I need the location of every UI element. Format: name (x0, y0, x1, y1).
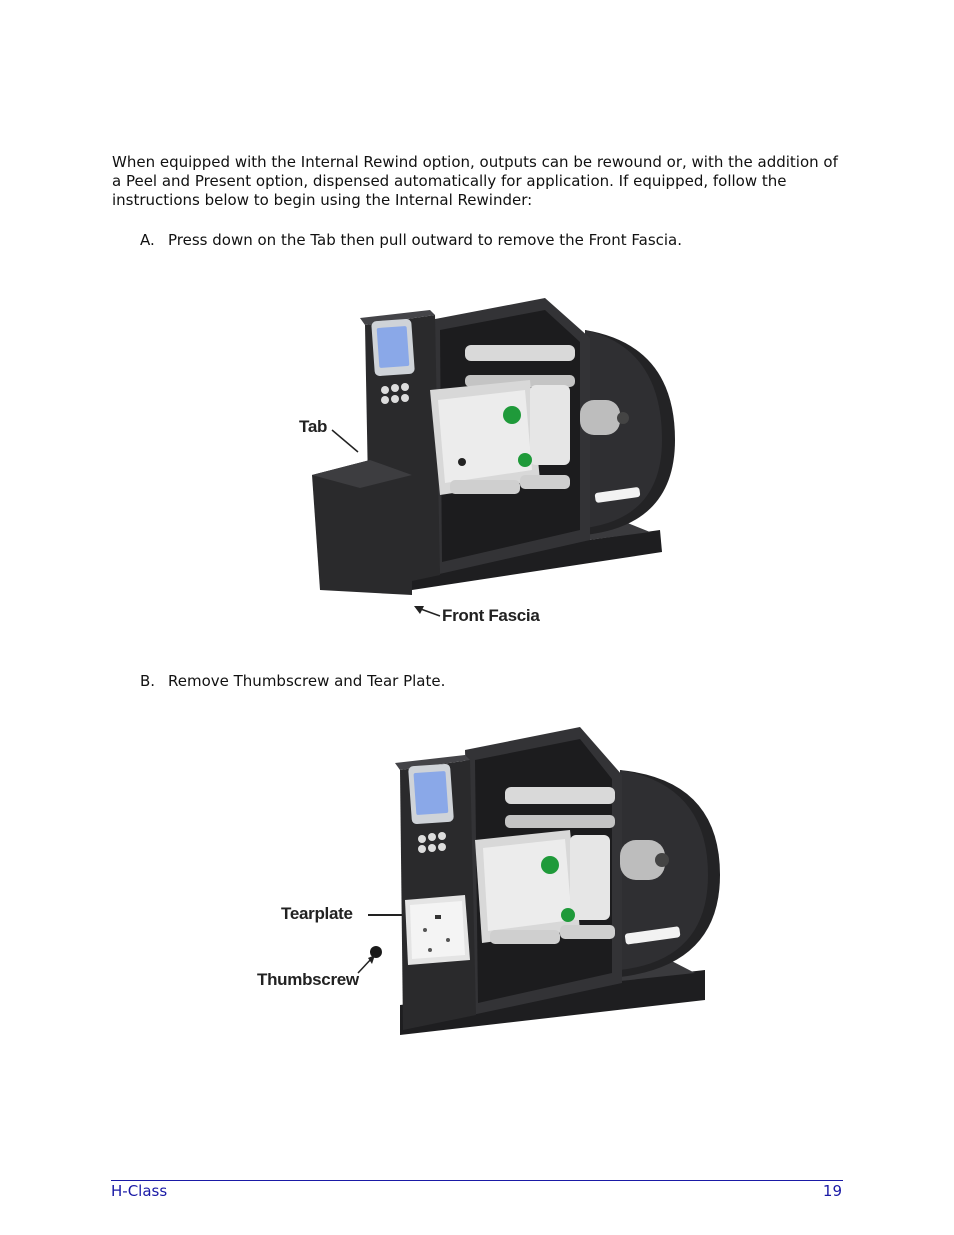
printer-illustration-2 (250, 715, 730, 1060)
step-b (140, 672, 445, 691)
callout-tearplate: Tearplate (281, 904, 353, 923)
footer-page-number: 19 (822, 1182, 842, 1200)
figure-remove-tearplate (250, 715, 730, 1060)
footer-product-name: H-Class (111, 1182, 168, 1200)
figure-remove-front-fascia (290, 290, 680, 635)
callout-tab: Tab (299, 417, 328, 436)
step-a (140, 231, 682, 250)
step-b-letter: B. (140, 672, 156, 690)
callout-front-fascia: Front Fascia (442, 606, 540, 625)
step-a-text: Press down on the Tab then pull outward to remove the Front Fascia. (168, 231, 683, 249)
footer-divider (111, 1180, 843, 1181)
step-a-letter: A. (140, 231, 155, 249)
printer-illustration-1 (290, 290, 680, 635)
callout-thumbscrew: Thumbscrew (257, 970, 359, 989)
intro-paragraph: When equipped with the Internal Rewind option, outputs can be rewound or, with the addition of a Peel and Present option, dispensed automatically for application. If equipped, follow the instructions below to begin using the Internal Rewinder: (112, 153, 838, 209)
step-b-text: Remove Thumbscrew and Tear Plate. (168, 672, 446, 690)
